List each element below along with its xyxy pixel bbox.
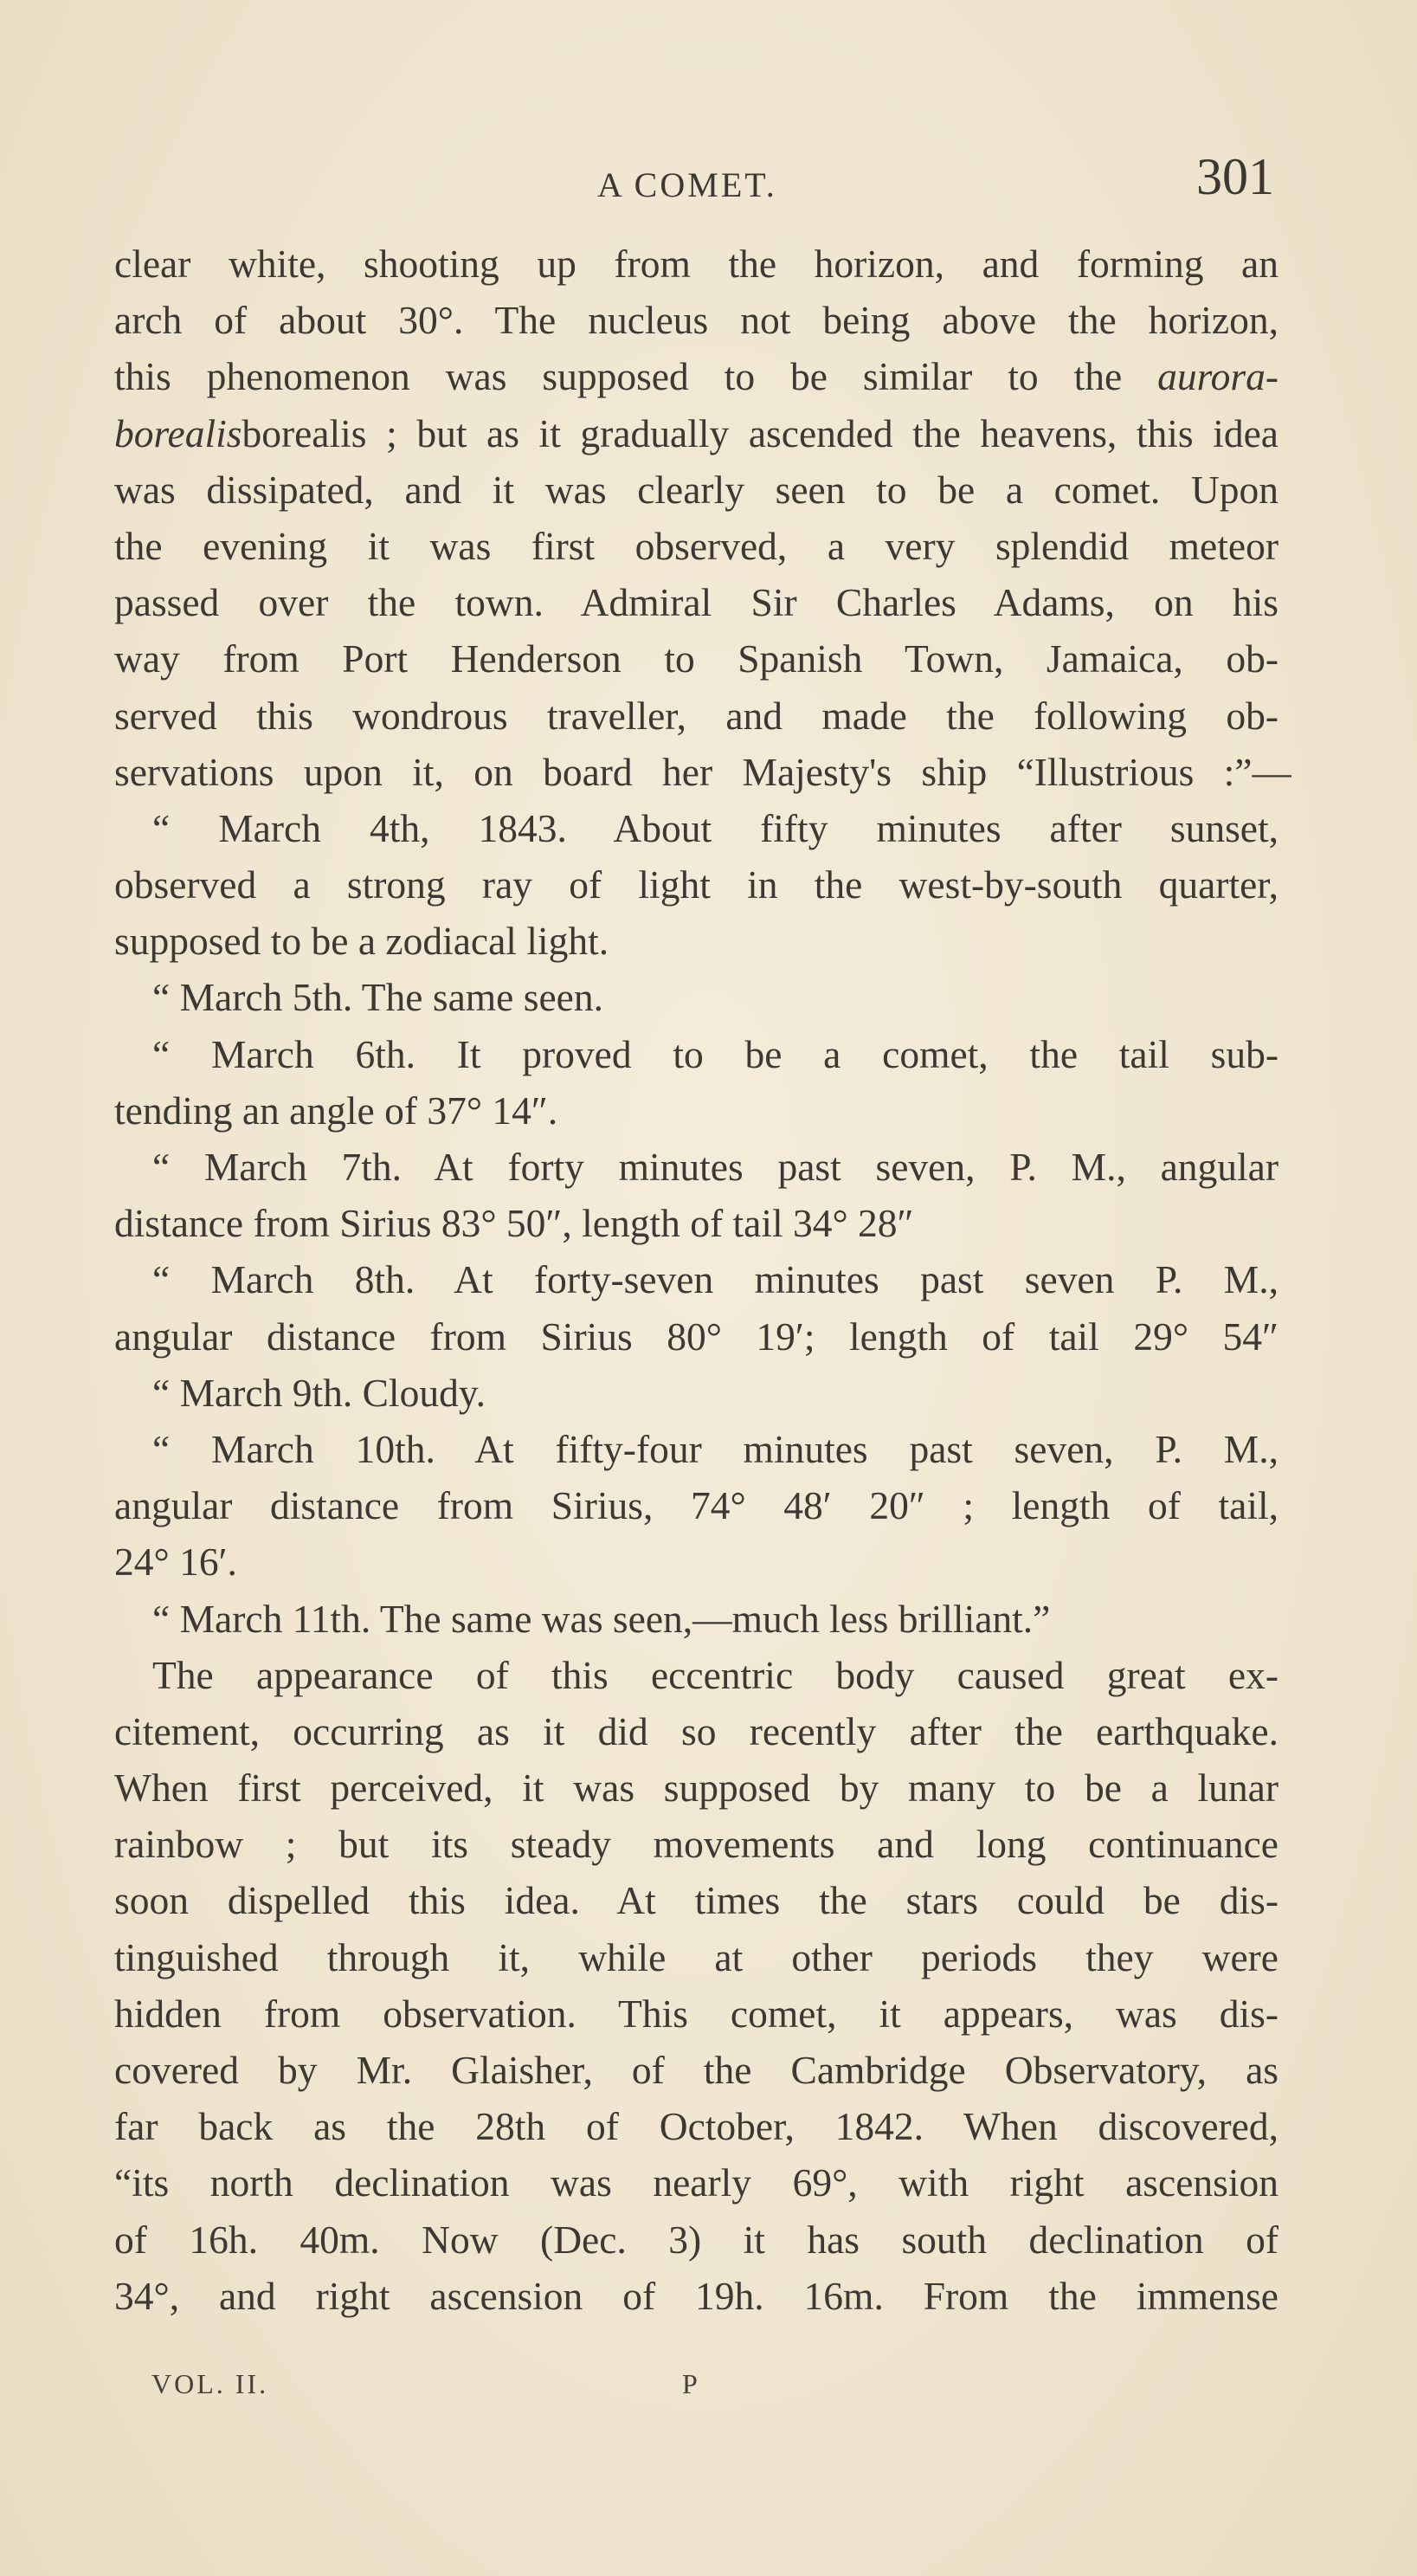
text-line: citement, occurring as it did so recently after the earthquake. xyxy=(114,1708,1279,1753)
italic-term: borealis xyxy=(114,410,242,455)
volume-label: VOL. II. xyxy=(151,2368,269,2399)
text-line xyxy=(114,348,1279,404)
text-line: 24° 16′. xyxy=(114,1540,237,1585)
text-line: “ March 5th. The same seen. xyxy=(152,975,603,1020)
text-line: angular distance from Sirius, 74° 48′ 20″ ; length of tail, xyxy=(114,1483,1279,1528)
text-line: “ March 10th. At fifty-four minutes past seven, P. M., xyxy=(152,1426,1279,1471)
text-line: tending an angle of 37° 14″. xyxy=(114,1088,558,1133)
text-line: servations upon it, on board her Majesty's ship “Illustrious :”— xyxy=(114,749,1291,794)
text-line: observed a strong ray of light in the west-by-south quarter, xyxy=(114,862,1279,907)
text-line: “ March 4th, 1843. About fifty minutes after sunset, xyxy=(152,805,1279,850)
text-line: the evening it was first observed, a very splendid meteor xyxy=(114,523,1279,568)
signature-mark: P xyxy=(682,2368,698,2399)
text-line: distance from Sirius 83° 50″, length of tail 34° 28″ xyxy=(114,1201,914,1246)
text-line: rainbow ; but its steady movements and long continuance xyxy=(114,1822,1279,1867)
text-line: soon dispelled this idea. At times the stars could be dis- xyxy=(114,1878,1279,1923)
text-line: covered by Mr. Glaisher, of the Cambridge Observatory, as xyxy=(114,2048,1279,2092)
text-line: clear white, shooting up from the horizon, and forming an xyxy=(114,242,1279,286)
page-footer xyxy=(0,2368,1417,2420)
text-line: far back as the 28th of October, 1842. When discovered, xyxy=(114,2104,1279,2149)
page-number: 301 xyxy=(1196,148,1274,205)
running-head: A COMET. xyxy=(597,165,777,204)
text-fragment: this phenomenon was supposed to be similar to the xyxy=(114,354,1158,399)
text-line: The appearance of this eccentric body caused great ex- xyxy=(152,1652,1279,1697)
body-text xyxy=(114,236,1291,2324)
text-line: arch of about 30°. The nucleus not being above the horizon, xyxy=(114,298,1279,343)
text-line: “ March 11th. The same was seen,—much less brilliant.” xyxy=(152,1596,1051,1641)
text-line: “ March 7th. At forty minutes past seven, P. M., angular xyxy=(152,1145,1279,1189)
text-line: tinguished through it, while at other periods they were xyxy=(114,1934,1279,1979)
text-line: When first perceived, it was supposed by many to be a lunar xyxy=(114,1766,1279,1811)
text-line: “ March 8th. At forty-seven minutes past seven P. M., xyxy=(152,1257,1279,1302)
text-line: 34°, and right ascension of 19h. 16m. From the immense xyxy=(114,2273,1279,2318)
text-line: “its north declination was nearly 69°, with right ascension xyxy=(114,2160,1279,2205)
text-line: passed over the town. Admiral Sir Charles Adams, on his xyxy=(114,580,1279,625)
italic-term: aurora- xyxy=(1157,354,1279,399)
text-line: “ March 6th. It proved to be a comet, the tail sub- xyxy=(152,1031,1279,1076)
text-line: was dissipated, and it was clearly seen to be a comet. Upon xyxy=(114,467,1279,512)
text-line: angular distance from Sirius 80° 19′; length of tail 29° 54″ xyxy=(114,1314,1279,1359)
text-line: hidden from observation. This comet, it appears, was dis- xyxy=(114,1991,1279,2036)
page-header xyxy=(0,145,1417,223)
text-line: “ March 9th. Cloudy. xyxy=(152,1370,486,1415)
text-line: way from Port Henderson to Spanish Town, Jamaica, ob- xyxy=(114,636,1279,681)
text-line: of 16h. 40m. Now (Dec. 3) it has south declination of xyxy=(114,2217,1279,2262)
text-fragment: borealis ; but as it gradually ascended the heavens, this idea xyxy=(242,410,1279,455)
text-line: served this wondrous traveller, and made the following ob- xyxy=(114,693,1279,738)
text-line: supposed to be a zodiacal light. xyxy=(114,919,609,964)
text-line xyxy=(114,405,1279,462)
